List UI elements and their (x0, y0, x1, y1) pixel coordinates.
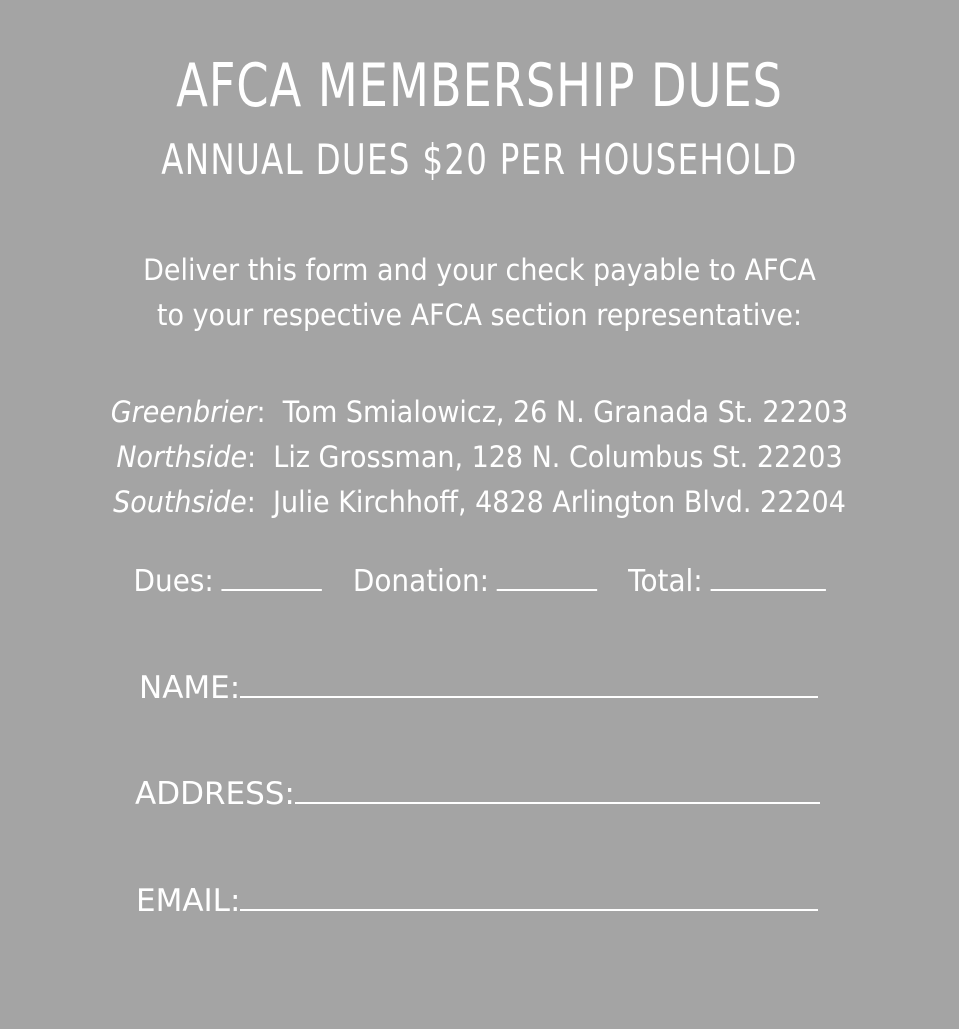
total-blank[interactable] (710, 563, 825, 591)
total-field (628, 560, 825, 604)
donation-label: Donation: (352, 564, 490, 599)
rep-area-colon: : (246, 485, 274, 519)
rep-area-name: Greenbrier (110, 395, 257, 429)
representative-southside (34, 480, 926, 525)
donation-field (353, 560, 597, 604)
name-label: NAME: (139, 670, 241, 706)
rep-area-colon: : (247, 440, 274, 474)
rep-area-name: Southside (113, 485, 247, 519)
rep-details: Liz Grossman, 128 N. Columbus St. 22203 (273, 440, 843, 474)
name-field (139, 666, 818, 710)
delivery-instructions (34, 248, 926, 338)
donation-blank[interactable] (497, 563, 597, 591)
dues-field (134, 560, 322, 604)
rep-details: Julie Kirchhoff, 4828 Arlington Blvd. 22204 (273, 485, 846, 519)
form-title: AFCA MEMBERSHIP DUES (176, 51, 783, 121)
email-label: EMAIL: (136, 883, 241, 919)
amounts-row (34, 560, 926, 604)
dues-blank[interactable] (221, 563, 321, 591)
email-field (136, 879, 818, 923)
representative-northside (34, 435, 926, 480)
address-blank[interactable] (295, 774, 820, 804)
address-field (135, 772, 820, 816)
representative-greenbrier (34, 390, 926, 435)
rep-area-colon: : (256, 395, 283, 429)
address-label: ADDRESS: (135, 776, 295, 812)
form-subtitle: ANNUAL DUES $20 PER HOUSEHOLD (161, 135, 798, 184)
dues-label: Dues: (133, 564, 214, 599)
email-blank[interactable] (240, 881, 818, 911)
instructions-line: Deliver this form and your check payable to AFCA (143, 253, 816, 287)
total-label: Total: (628, 564, 703, 599)
rep-details: Tom Smialowicz, 26 N. Granada St. 22203 (282, 395, 849, 429)
instructions-line: to your respective AFCA section representative: (156, 298, 803, 332)
name-blank[interactable] (240, 668, 818, 698)
representatives-list (34, 390, 926, 525)
rep-area-name: Northside (116, 440, 248, 474)
